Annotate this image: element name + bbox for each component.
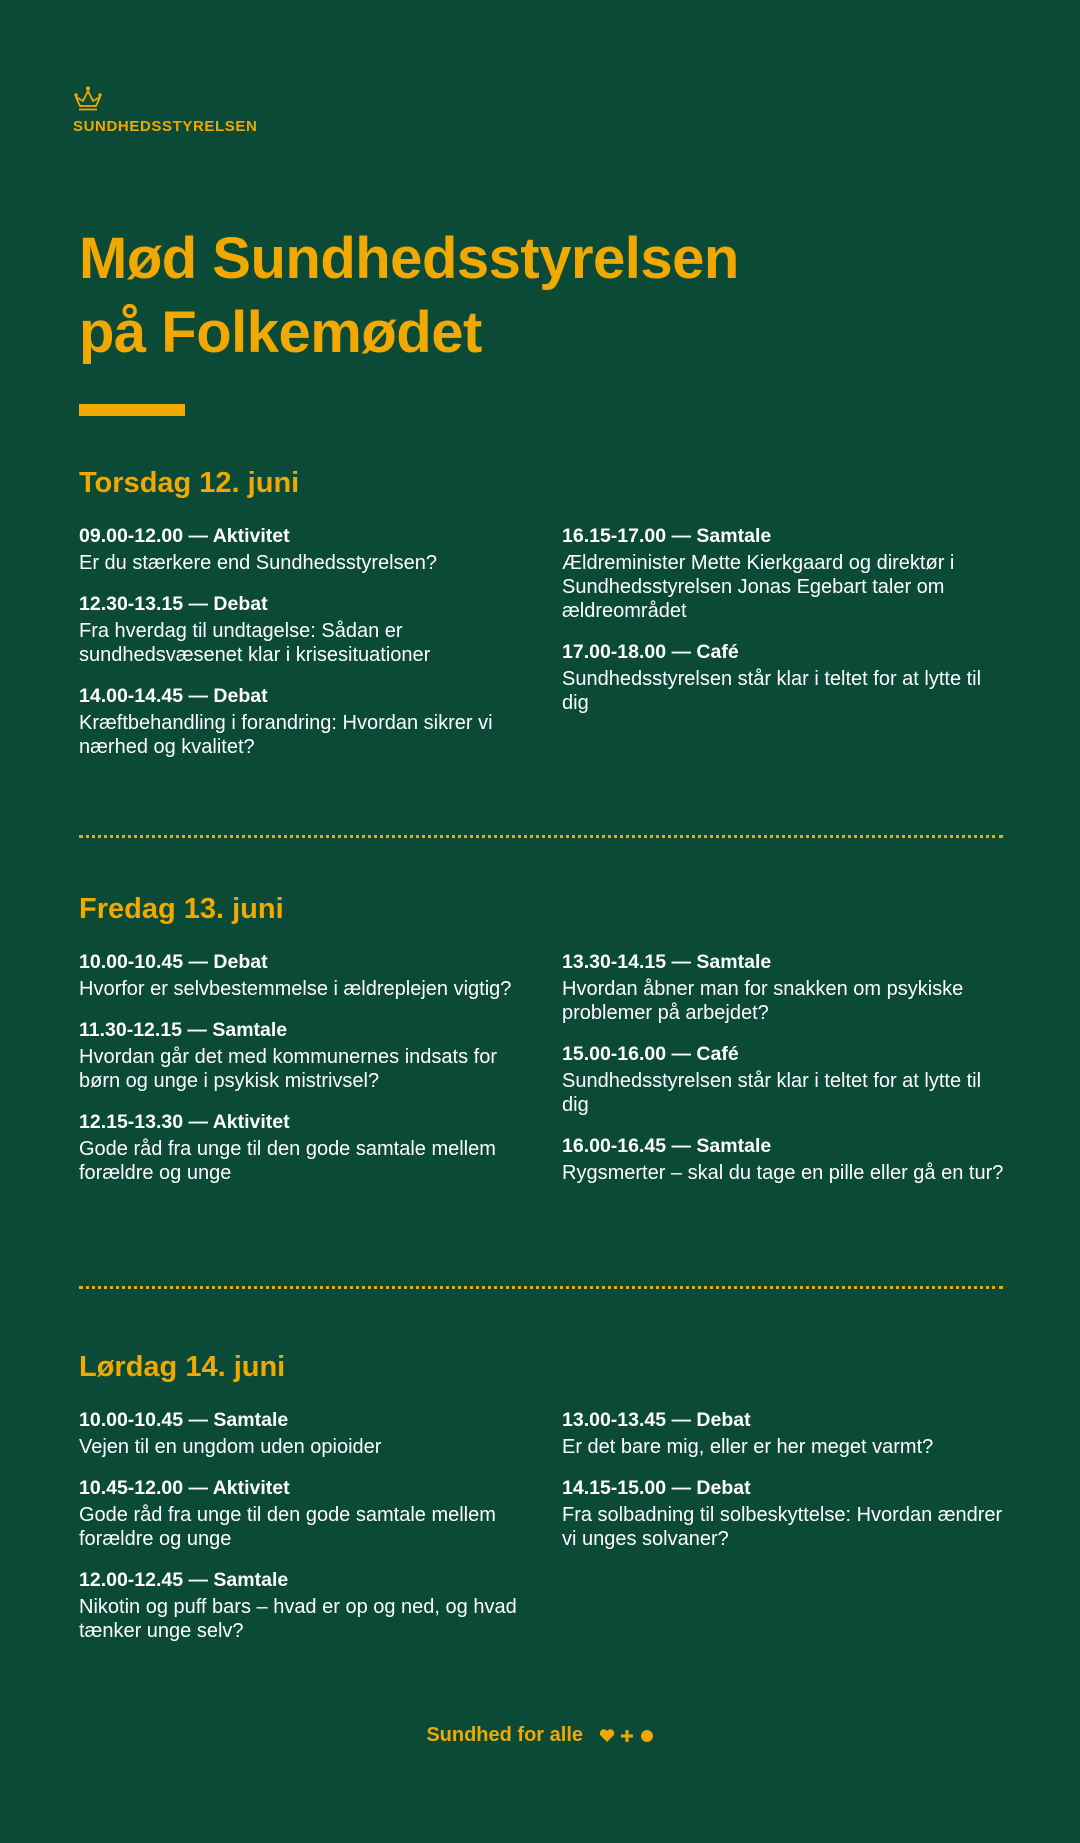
event-item xyxy=(79,1475,529,1551)
event-time: 14.00-14.45 — Debat xyxy=(79,685,268,707)
event-item xyxy=(79,1017,529,1093)
circle-icon xyxy=(640,1729,654,1743)
page-title xyxy=(79,222,739,370)
event-time: 13.30-14.15 — Samtale xyxy=(562,951,772,973)
day-heading: Torsdag 12. juni xyxy=(79,467,300,499)
plus-icon xyxy=(620,1729,634,1743)
event-time: 16.15-17.00 — Samtale xyxy=(562,525,772,547)
event-time: 13.00-13.45 — Debat xyxy=(562,1409,751,1431)
event-description: Vejen til en ungdom uden opioider xyxy=(79,1436,382,1458)
event-time: 14.15-15.00 — Debat xyxy=(562,1477,751,1499)
title-underline xyxy=(79,404,185,416)
event-time: 15.00-16.00 — Café xyxy=(562,1043,739,1065)
event-time: 11.30-12.15 — Samtale xyxy=(79,1019,288,1041)
event-time: 17.00-18.00 — Café xyxy=(562,641,739,663)
event-description: Sundhedsstyrelsen står klar i teltet for at lytte til dig xyxy=(562,1070,982,1116)
event-item xyxy=(562,949,1012,1025)
crown-icon xyxy=(73,85,103,113)
brand-name: SUNDHEDSSTYRELSEN xyxy=(73,118,258,135)
event-time: 10.00-10.45 — Debat xyxy=(79,951,268,973)
event-time: 16.00-16.45 — Samtale xyxy=(562,1135,772,1157)
schedule-column-left xyxy=(79,949,529,1201)
heart-icon xyxy=(599,1728,615,1743)
event-description: Er du stærkere end Sundhedsstyrelsen? xyxy=(79,552,437,574)
day-section-saturday xyxy=(79,1349,1005,1642)
event-item xyxy=(562,1133,1012,1185)
event-time: 12.30-13.15 — Debat xyxy=(79,593,268,615)
event-description: Fra hverdag til undtagelse: Sådan er sundhedsvæsenet klar i krisesituationer xyxy=(79,620,431,666)
event-item xyxy=(79,683,529,759)
title-line-2: på Folkemødet xyxy=(79,300,482,365)
event-item xyxy=(79,1567,529,1643)
schedule-column-left xyxy=(79,523,529,775)
event-item xyxy=(79,949,529,1001)
dotted-divider xyxy=(79,835,1003,838)
event-item xyxy=(562,639,1012,715)
event-time: 12.15-13.30 — Aktivitet xyxy=(79,1111,290,1133)
event-item xyxy=(79,1109,529,1185)
day-section-thursday xyxy=(79,465,1005,758)
event-item xyxy=(562,1475,1012,1551)
schedule-column-right xyxy=(562,949,1012,1201)
event-item xyxy=(562,1407,1012,1459)
footer-tagline xyxy=(0,1724,1080,1747)
title-line-1: Mød Sundhedsstyrelsen xyxy=(79,226,739,291)
event-time: 12.00-12.45 — Samtale xyxy=(79,1569,289,1591)
event-description: Hvordan åbner man for snakken om psykiske problemer på arbejdet? xyxy=(562,978,964,1024)
day-section-friday xyxy=(79,891,1005,1184)
logo xyxy=(73,85,257,135)
event-item xyxy=(79,523,529,575)
event-item xyxy=(562,1041,1012,1117)
event-time: 09.00-12.00 — Aktivitet xyxy=(79,525,290,547)
schedule-column-right xyxy=(562,523,1012,731)
event-description: Fra solbadning til solbeskyttelse: Hvordan ændrer vi unges solvaner? xyxy=(562,1504,1003,1550)
event-description: Ældreminister Mette Kierkgaard og direktør i Sundhedsstyrelsen Jonas Egebart taler om ældreområdet xyxy=(562,552,955,622)
event-item xyxy=(79,1407,529,1459)
event-item xyxy=(562,523,1012,623)
footer-symbols xyxy=(599,1724,654,1747)
event-description: Gode råd fra unge til den gode samtale mellem forældre og unge xyxy=(79,1504,496,1550)
event-description: Rygsmerter – skal du tage en pille eller gå en tur? xyxy=(562,1162,1004,1184)
schedule-column-right xyxy=(562,1407,1012,1567)
event-description: Hvordan går det med kommunernes indsats for børn og unge i psykisk mistrivsel? xyxy=(79,1046,497,1092)
event-description: Hvorfor er selvbestemmelse i ældreplejen vigtig? xyxy=(79,978,512,1000)
event-item xyxy=(79,591,529,667)
event-time: 10.45-12.00 — Aktivitet xyxy=(79,1477,290,1499)
schedule-column-left xyxy=(79,1407,529,1659)
dotted-divider xyxy=(79,1286,1003,1289)
event-description: Nikotin og puff bars – hvad er op og ned, og hvad tænker unge selv? xyxy=(79,1596,517,1642)
event-description: Kræftbehandling i forandring: Hvordan sikrer vi nærhed og kvalitet? xyxy=(79,712,493,758)
event-description: Sundhedsstyrelsen står klar i teltet for at lytte til dig xyxy=(562,668,982,714)
footer-text: Sundhed for alle xyxy=(426,1724,583,1746)
event-time: 10.00-10.45 — Samtale xyxy=(79,1409,289,1431)
day-heading: Lørdag 14. juni xyxy=(79,1351,286,1383)
event-description: Gode råd fra unge til den gode samtale mellem forældre og unge xyxy=(79,1138,496,1184)
day-heading: Fredag 13. juni xyxy=(79,893,284,925)
event-description: Er det bare mig, eller er her meget varmt? xyxy=(562,1436,934,1458)
